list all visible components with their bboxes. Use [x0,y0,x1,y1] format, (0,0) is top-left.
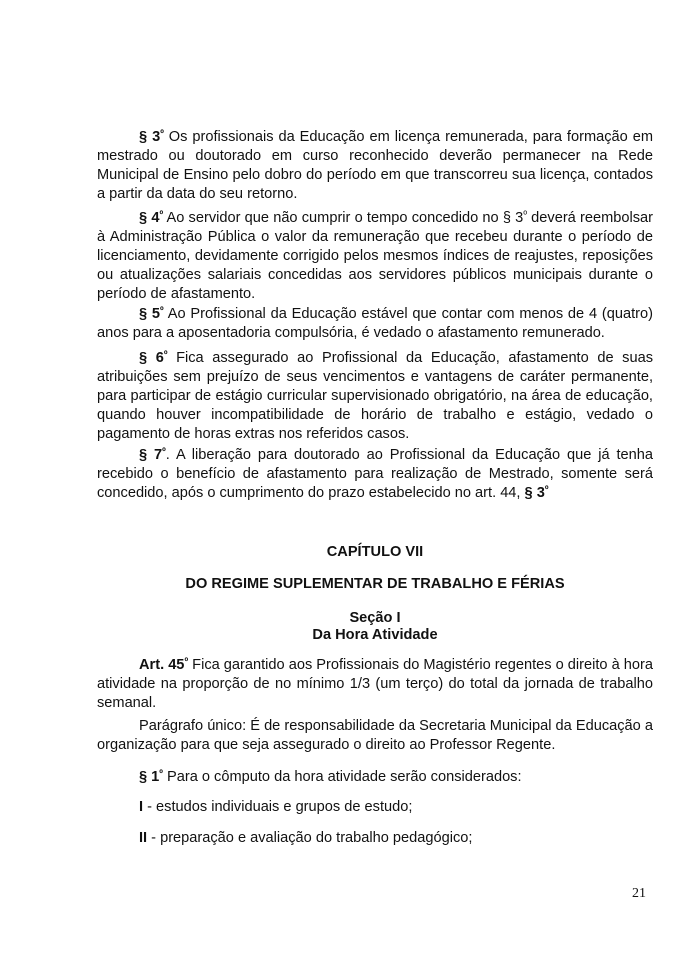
paragraph-label: § $6^º$ [139,350,168,366]
article-reference: § $3^º$ [524,485,549,501]
paragraph-1: § $1^º$ Para o cômputo da hora atividade serão considerados: [139,769,522,785]
paragraph-label: § $3^º$ [139,129,164,145]
paragraph-label: § $7^º$ [139,447,166,463]
list-item: II - preparação e avaliação do trabalho pedagógico; [139,830,473,846]
section-title: Seção I [349,610,401,626]
paragraph-4: § $4^º$ Ao servidor que não cumprir o tempo concedido no § $3^º$ deverá reembolsar à Administração Pública o valor da remuneração que recebeu durante o período de licenciamento, devidamente corrigido pelos mesmos índices de reajustes, reposições ou atualizações salariais concedidas aos servidores públicos municipais durante o período de afastamento. [97,210,653,302]
page-number: 21 [632,886,646,901]
paragraph-label: § $4^º$ [139,210,164,226]
paragrafo-unico: Parágrafo único: É de responsabilidade da Secretaria Municipal da Educação a organização para que seja assegurado o direito ao Professor Regente. [97,718,653,753]
chapter-subtitle: DO REGIME SUPLEMENTAR DE TRABALHO E FÉRIAS [185,576,565,592]
paragraph-7: § $7^º$. A liberação para doutorado ao Profissional da Educação que já tenha recebido o benefício de afastamento para realização de Mestrado, somente será concedido, após o cumprimento do prazo estabelecido no art. 44, § $3^º$ [97,447,653,501]
article-label: Art. $45^º$ [139,657,189,673]
paragraph-3: § $3^º$ Os profissionais da Educação em licença remunerada, para formação em mestrado ou doutorado em curso reconhecido deverão permanecer na Rede Municipal de Ensino pelo dobro do período em que transcorreu sua licença, contados a partir da data do seu retorno. [97,129,653,202]
article-45: Art. $45^º$ Fica garantido aos Profissionais do Magistério regentes o direito à hora atividade na proporção de no mínimo 1/3 (um terço) do total da jornada de trabalho semanal. [97,657,653,711]
paragraph-6: § $6^º$ Fica assegurado ao Profissional da Educação, afastamento de suas atribuições sem prejuízo de seus vencimentos e vantagens de caráter permanente, para participar de estágio curricular supervisionado obrigatório, na área de educação, quando houver incompatibilidade de horário de trabalho e estágio, vedado o pagamento de horas extras nos referidos casos. [97,350,653,442]
item-numeral: I [139,799,144,815]
item-numeral: II [139,830,148,846]
paragraph-label: § $1^º$ [139,769,163,785]
chapter-title: CAPÍTULO VII [326,544,424,560]
paragraph-label: § $5^º$ [139,306,164,322]
list-item: I - estudos individuais e grupos de estudo; [139,799,413,815]
paragraph-5: § $5^º$ Ao Profissional da Educação estável que contar com menos de 4 (quatro) anos para a aposentadoria compulsória, é vedado o afastamento remunerado. [97,306,653,341]
section-subtitle: Da Hora Atividade [312,627,438,643]
